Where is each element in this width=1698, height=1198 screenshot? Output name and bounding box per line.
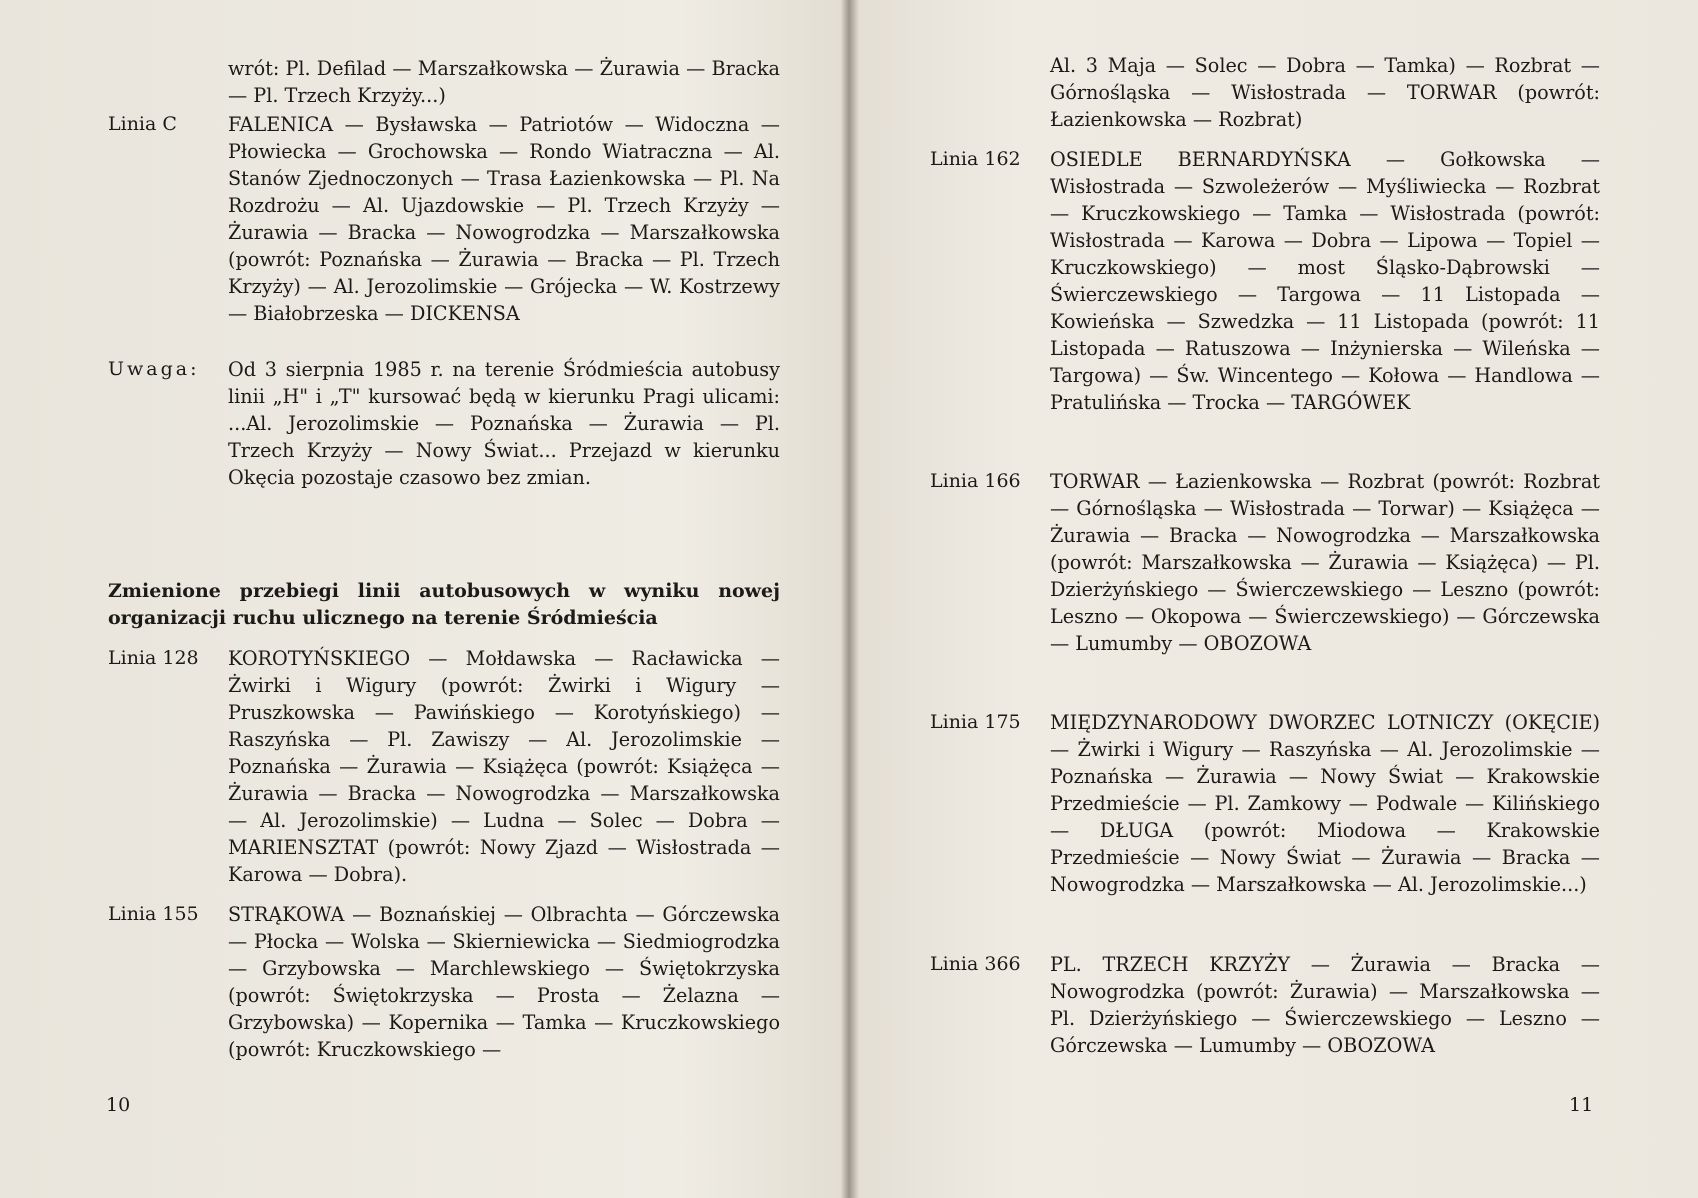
note-uwaga <box>108 356 780 491</box>
route-label: Linia 155 <box>108 903 199 925</box>
route-linia-162 <box>930 146 1600 416</box>
continuation-text: wrót: Pl. Defilad — Marszałkowska — Żurawia — Bracka — Pl. Trzech Krzyży...) <box>228 57 780 107</box>
route-text: PL. TRZECH KRZYŻY — Żurawia — Bracka — Nowogrodzka (powrót: Żurawia) — Marszałkowska — Pl. Dzierżyńskiego — Świerczewskiego — Leszno — Górczewska — Lumumby — OBOZOWA <box>1050 953 1600 1057</box>
route-linia-155 <box>108 901 780 1063</box>
route-label: Linia 166 <box>930 470 1021 492</box>
route-label: Linia 162 <box>930 148 1021 170</box>
route-text: FALENICA — Bysławska — Patriotów — Widoczna — Płowiecka — Grochowska — Rondo Wiatraczna — Al. Stanów Zjednoczonych — Trasa Łazienkowska — Pl. Na Rozdrożu — Al. Ujazdowskie — Pl. Trzech Krzyży — Żurawia — Bracka — Nowogrodzka — Marszałkowska (powrót: Poznańska — Żurawia — Bracka — Pl. Trzech Krzyży) — Al. Jerozolimskie — Grójecka — W. Kostrzewy — Białobrzeska — DICKENSA <box>228 113 780 325</box>
left-page <box>0 0 846 1198</box>
route-linia-166 <box>930 468 1600 657</box>
right-page <box>852 0 1698 1198</box>
route-text: STRĄKOWA — Boznańskiej — Olbrachta — Górczewska — Płocka — Wolska — Skierniewicka — Siedmiogrodzka — Grzybowska — Marchlewskiego — Świętokrzyska (powrót: Świętokrzyska — Prosta — Żelazna — Grzybowska) — Kopernika — Tamka — Kruczkowskiego (powrót: Kruczkowskiego — <box>228 903 780 1061</box>
continuation-text: Al. 3 Maja — Solec — Dobra — Tamka) — Rozbrat — Górnośląska — Wisłostrada — TORWAR (powrót: Łazienkowska — Rozbrat) <box>1050 54 1600 131</box>
route-linia-175 <box>930 709 1600 898</box>
note-label: Uwaga: <box>108 358 200 380</box>
section-heading: Zmienione przebiegi linii autobusowych w wyniku nowej organizacji ruchu ulicznego na terenie Śródmieścia <box>108 580 780 629</box>
route-text: MIĘDZYNARODOWY DWORZEC LOTNICZY (OKĘCIE) — Żwirki i Wigury — Raszyńska — Al. Jerozolimskie — Poznańska — Żurawia — Nowy Świat — Krakowskie Przedmieście — Pl. Zamkowy — Podwale — Kilińskiego — DŁUGA (powrót: Miodowa — Krakowskie Przedmieście — Nowy Świat — Żurawia — Bracka — Nowogrodzka — Marszałkowska — Al. Jerozolimskie...) <box>1050 711 1600 896</box>
continuation-block <box>930 52 1600 133</box>
route-text: OSIEDLE BERNARDYŃSKA — Gołkowska — Wisłostrada — Szwoleżerów — Myśliwiecka — Rozbrat — Kruczkowskiego — Tamka — Wisłostrada (powrót: Wisłostrada — Karowa — Dobra — Lipowa — Topiel — Kruczkowskiego) — most Śląsko-Dąbrowski — Świerczewskiego — Targowa — 11 Listopada — Kowieńska — Szwedzka — 11 Listopada (powrót: 11 Listopada — Ratuszowa — Inżynierska — Wileńska — Targowa) — Św. Wincentego — Kołowa — Handlowa — Pratulińska — Trocka — TARGÓWEK <box>1050 148 1600 414</box>
route-label: Linia C <box>108 113 177 135</box>
route-label: Linia 366 <box>930 953 1021 975</box>
route-linia-366 <box>930 951 1600 1059</box>
route-linia-c <box>108 111 780 327</box>
page-number: 11 <box>1569 1094 1594 1116</box>
route-linia-128 <box>108 645 780 888</box>
route-text: KOROTYŃSKIEGO — Mołdawska — Racławicka — Żwirki i Wigury (powrót: Żwirki i Wigury — Pruszkowska — Pawińskiego — Korotyńskiego) — Raszyńska — Pl. Zawiszy — Al. Jerozolimskie — Poznańska — Żurawia — Książęca (powrót: Książęca — Żurawia — Bracka — Nowogrodzka — Marszałkowska — Al. Jerozolimskie) — Ludna — Solec — Dobra — MARIENSZTAT (powrót: Nowy Zjazd — Wisłostrada — Karowa — Dobra). <box>228 647 780 886</box>
page-number: 10 <box>106 1094 131 1116</box>
route-label: Linia 175 <box>930 711 1021 733</box>
note-text: Od 3 sierpnia 1985 r. na terenie Śródmieścia autobusy linii „H" i „T" kursować będą w kierunku Pragi ulicami: ...Al. Jerozolimskie — Poznańska — Żurawia — Pl. Trzech Krzyży — Nowy Świat... Przejazd w kierunku Okęcia pozostaje czasowo bez zmian. <box>228 358 780 489</box>
route-text: TORWAR — Łazienkowska — Rozbrat (powrót: Rozbrat — Górnośląska — Wisłostrada — Torwar) — Książęca — Żurawia — Bracka — Nowogrodzka — Marszałkowska (powrót: Marszałkowska — Żurawia — Książęca) — Pl. Dzierżyńskiego — Świerczewskiego — Leszno (powrót: Leszno — Okopowa — Świerczewskiego) — Górczewska — Lumumby — OBOZOWA <box>1050 470 1600 655</box>
continuation-block <box>108 55 780 109</box>
route-label: Linia 128 <box>108 647 199 669</box>
